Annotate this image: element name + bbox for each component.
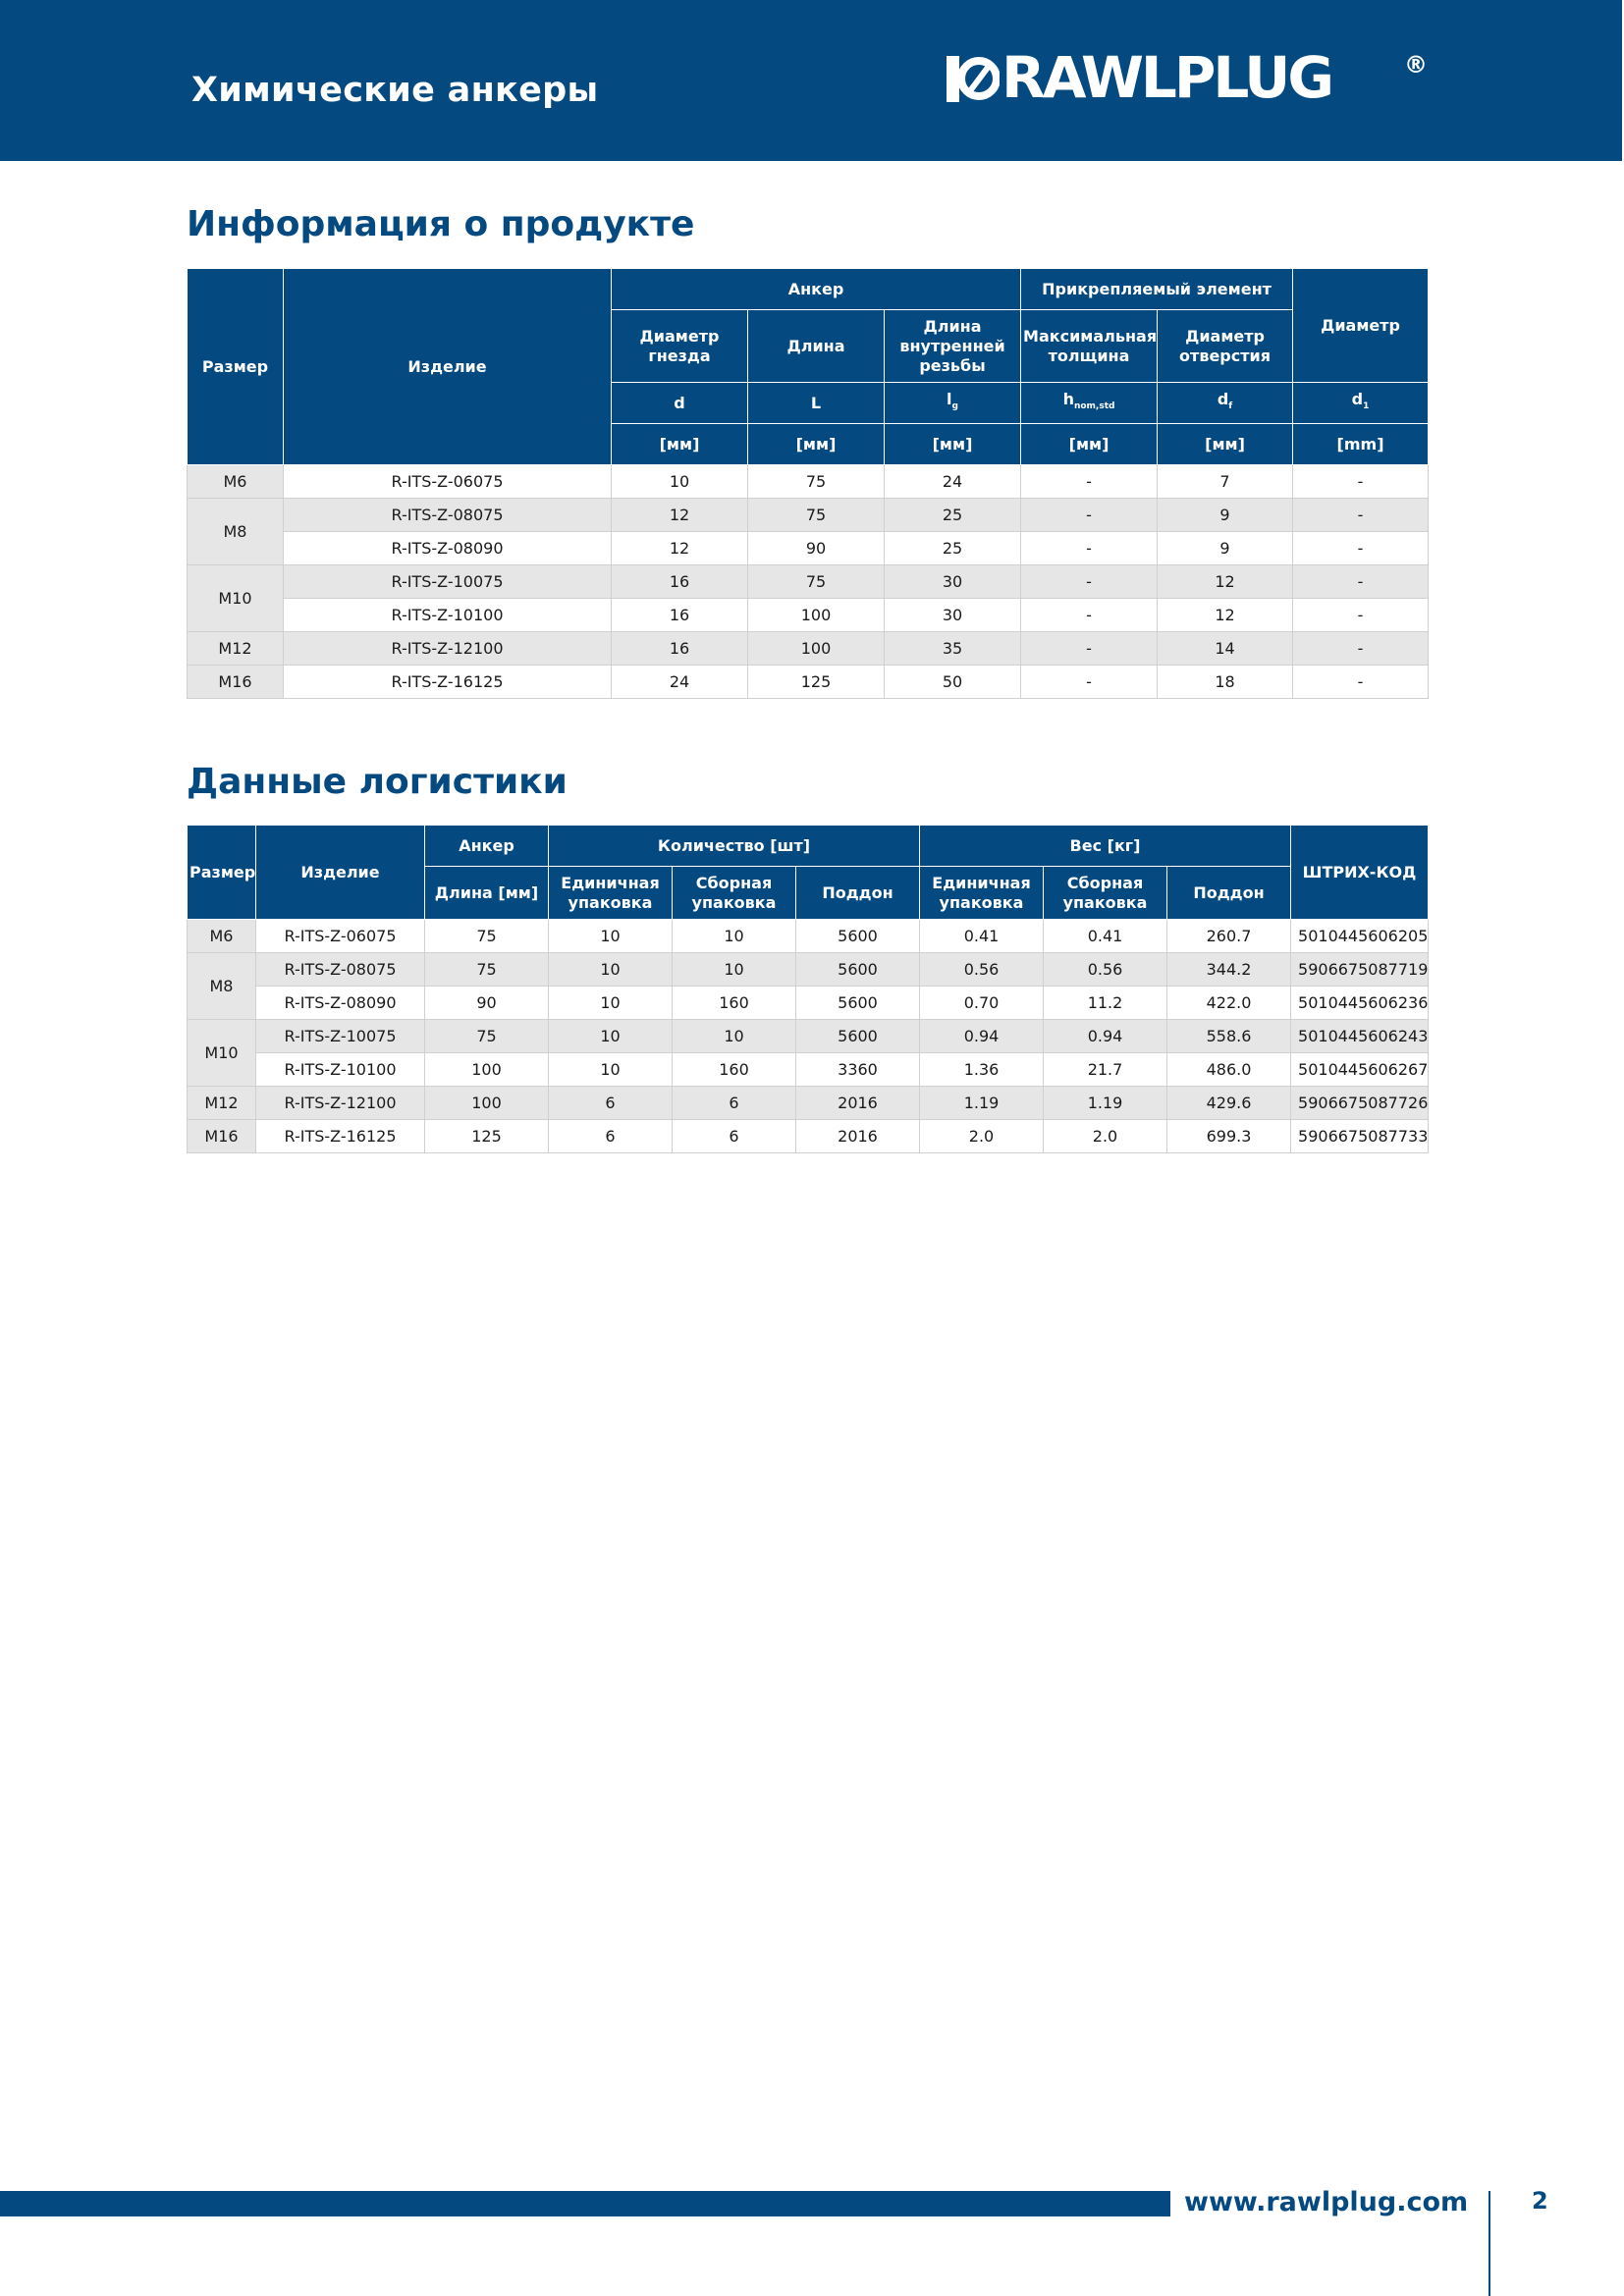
barcode-cell: 5906675087733	[1291, 1120, 1429, 1153]
cell: 10	[549, 953, 673, 987]
cell: 75	[425, 1020, 549, 1053]
cell: 5600	[796, 1020, 920, 1053]
group-quantity: Количество [шт]	[549, 826, 920, 867]
cell: -	[1293, 565, 1429, 599]
footer-url-link[interactable]: www.rawlplug.com	[1184, 2187, 1469, 2217]
table-row	[188, 1020, 1429, 1053]
table-row	[188, 920, 1429, 953]
product-cell: R-ITS-Z-10075	[284, 565, 612, 599]
cell: 5600	[796, 987, 920, 1020]
cell: 6	[549, 1120, 673, 1153]
cell: 100	[425, 1087, 549, 1120]
product-cell: R-ITS-Z-16125	[256, 1120, 425, 1153]
table-row	[188, 599, 1429, 632]
col-barcode: ШТРИХ-КОД	[1291, 826, 1429, 920]
product-cell: R-ITS-Z-06075	[284, 465, 612, 499]
unit-cell: [мм]	[885, 424, 1021, 465]
col-weight-unit-pack: Единичная упаковка	[920, 867, 1044, 920]
col-qty-unit-pack: Единичная упаковка	[549, 867, 673, 920]
barcode-cell: 5010445606205	[1291, 920, 1429, 953]
size-cell: M8	[188, 499, 284, 565]
cell: 75	[748, 465, 885, 499]
product-cell: R-ITS-Z-10100	[284, 599, 612, 632]
cell: -	[1021, 532, 1158, 565]
cell: 12	[612, 532, 748, 565]
product-cell: R-ITS-Z-10075	[256, 1020, 425, 1053]
col-product: Изделие	[284, 269, 612, 465]
group-fixture: Прикрепляемый элемент	[1021, 269, 1293, 310]
cell: 25	[885, 532, 1021, 565]
cell: -	[1293, 666, 1429, 699]
cell: -	[1293, 532, 1429, 565]
cell: 12	[1158, 599, 1293, 632]
cell: 699.3	[1167, 1120, 1291, 1153]
cell: 14	[1158, 632, 1293, 666]
col-hole-diameter: Диаметр гнезда	[612, 310, 748, 383]
header-title: Химические анкеры	[191, 71, 599, 110]
cell: 9	[1158, 532, 1293, 565]
size-cell: M10	[188, 565, 284, 632]
cell: -	[1293, 599, 1429, 632]
cell: 486.0	[1167, 1053, 1291, 1087]
size-cell: M6	[188, 465, 284, 499]
cell: -	[1293, 465, 1429, 499]
cell: 160	[673, 987, 796, 1020]
product-cell: R-ITS-Z-12100	[256, 1087, 425, 1120]
col-size: Размер	[188, 269, 284, 465]
group-anchor: Анкер	[425, 826, 549, 867]
cell: -	[1021, 632, 1158, 666]
cell: 5600	[796, 920, 920, 953]
size-cell: M12	[188, 1087, 256, 1120]
cell: 30	[885, 599, 1021, 632]
table-row	[188, 1120, 1429, 1153]
table-row	[188, 666, 1429, 699]
product-cell: R-ITS-Z-08090	[256, 987, 425, 1020]
cell: 125	[748, 666, 885, 699]
cell: 24	[612, 666, 748, 699]
cell: 12	[1158, 565, 1293, 599]
table-row	[188, 532, 1429, 565]
cell: 30	[885, 565, 1021, 599]
cell: 24	[885, 465, 1021, 499]
logo-mark-icon	[945, 53, 1000, 108]
cell: 0.56	[920, 953, 1044, 987]
cell: 16	[612, 632, 748, 666]
cell: 100	[748, 632, 885, 666]
logo-wordmark: RAWLPLUG	[1001, 44, 1331, 111]
cell: 6	[549, 1087, 673, 1120]
product-cell: R-ITS-Z-10100	[256, 1053, 425, 1087]
table-row	[188, 953, 1429, 987]
col-size: Размер	[188, 826, 256, 920]
cell: 344.2	[1167, 953, 1291, 987]
unit-cell: [mm]	[1293, 424, 1429, 465]
cell: 0.41	[920, 920, 1044, 953]
cell: 125	[425, 1120, 549, 1153]
cell: 0.70	[920, 987, 1044, 1020]
size-cell: M6	[188, 920, 256, 953]
cell: 1.19	[920, 1087, 1044, 1120]
col-max-thickness: Максимальная толщина	[1021, 310, 1158, 383]
page-number: 2	[1532, 2187, 1548, 2215]
product-cell: R-ITS-Z-08075	[256, 953, 425, 987]
symbol-lg: $l_g$	[885, 383, 1021, 424]
size-cell: M16	[188, 666, 284, 699]
group-weight: Вес [кг]	[920, 826, 1291, 867]
cell: 429.6	[1167, 1087, 1291, 1120]
col-diameter: Диаметр	[1293, 269, 1429, 383]
cell: 12	[612, 499, 748, 532]
cell: 0.56	[1044, 953, 1167, 987]
cell: 75	[748, 499, 885, 532]
cell: 100	[425, 1053, 549, 1087]
cell: 10	[673, 953, 796, 987]
size-cell: M8	[188, 953, 256, 1020]
cell: 16	[612, 599, 748, 632]
cell: 10	[612, 465, 748, 499]
cell: 16	[612, 565, 748, 599]
cell: 18	[1158, 666, 1293, 699]
col-product: Изделие	[256, 826, 425, 920]
cell: -	[1021, 666, 1158, 699]
cell: -	[1293, 632, 1429, 666]
group-anchor: Анкер	[612, 269, 1021, 310]
cell: 5600	[796, 953, 920, 987]
cell: 2016	[796, 1120, 920, 1153]
symbol-d1: $d_1$	[1293, 383, 1429, 424]
table-row	[188, 565, 1429, 599]
cell: 100	[748, 599, 885, 632]
rawlplug-logo	[945, 44, 1435, 111]
cell: 0.94	[1044, 1020, 1167, 1053]
col-length-mm: Длина [мм]	[425, 867, 549, 920]
col-length: Длина	[748, 310, 885, 383]
col-fixture-hole-diameter: Диаметр отверстия	[1158, 310, 1293, 383]
product-info-title: Информация о продукте	[187, 204, 695, 244]
cell: 10	[549, 1020, 673, 1053]
cell: 160	[673, 1053, 796, 1087]
table-row	[188, 465, 1429, 499]
logistics-title: Данные логистики	[187, 762, 568, 802]
cell: -	[1021, 465, 1158, 499]
col-weight-pallet: Поддон	[1167, 867, 1291, 920]
cell: 90	[748, 532, 885, 565]
cell: 2016	[796, 1087, 920, 1120]
product-cell: R-ITS-Z-08090	[284, 532, 612, 565]
cell: 0.94	[920, 1020, 1044, 1053]
symbol-df: $d_f$	[1158, 383, 1293, 424]
page-header	[0, 0, 1622, 161]
table-row	[188, 1087, 1429, 1120]
product-cell: R-ITS-Z-16125	[284, 666, 612, 699]
symbol-L: L	[748, 383, 885, 424]
unit-cell: [мм]	[612, 424, 748, 465]
barcode-cell: 5906675087726	[1291, 1087, 1429, 1120]
cell: 90	[425, 987, 549, 1020]
barcode-cell: 5010445606267	[1291, 1053, 1429, 1087]
barcode-cell: 5906675087719	[1291, 953, 1429, 987]
col-qty-pallet: Поддон	[796, 867, 920, 920]
registered-mark: ®	[1404, 51, 1428, 79]
barcode-cell: 5010445606243	[1291, 1020, 1429, 1053]
col-thread-length: Длина внутренней резьбы	[885, 310, 1021, 383]
cell: 260.7	[1167, 920, 1291, 953]
cell: 25	[885, 499, 1021, 532]
cell: 75	[425, 920, 549, 953]
product-cell: R-ITS-Z-06075	[256, 920, 425, 953]
symbol-d: d	[612, 383, 748, 424]
cell: 3360	[796, 1053, 920, 1087]
cell: 10	[549, 920, 673, 953]
cell: 21.7	[1044, 1053, 1167, 1087]
cell: 10	[673, 920, 796, 953]
table-row	[188, 987, 1429, 1020]
unit-cell: [мм]	[1021, 424, 1158, 465]
col-weight-bulk-pack: Сборная упаковка	[1044, 867, 1167, 920]
col-qty-bulk-pack: Сборная упаковка	[673, 867, 796, 920]
cell: 558.6	[1167, 1020, 1291, 1053]
cell: 10	[549, 1053, 673, 1087]
cell: 50	[885, 666, 1021, 699]
table-row	[188, 499, 1429, 532]
cell: 2.0	[1044, 1120, 1167, 1153]
product-info-table	[187, 268, 1429, 699]
cell: 1.36	[920, 1053, 1044, 1087]
table-row	[188, 632, 1429, 666]
product-cell: R-ITS-Z-08075	[284, 499, 612, 532]
cell: -	[1021, 565, 1158, 599]
footer-divider	[1489, 2191, 1490, 2296]
cell: 0.41	[1044, 920, 1167, 953]
cell: -	[1021, 599, 1158, 632]
cell: 10	[549, 987, 673, 1020]
cell: 6	[673, 1120, 796, 1153]
cell: 422.0	[1167, 987, 1291, 1020]
cell: 7	[1158, 465, 1293, 499]
cell: -	[1293, 499, 1429, 532]
size-cell: M16	[188, 1120, 256, 1153]
barcode-cell: 5010445606236	[1291, 987, 1429, 1020]
logistics-table	[187, 825, 1429, 1153]
cell: 35	[885, 632, 1021, 666]
unit-cell: [мм]	[748, 424, 885, 465]
cell: 10	[673, 1020, 796, 1053]
cell: 6	[673, 1087, 796, 1120]
cell: 9	[1158, 499, 1293, 532]
cell: 75	[748, 565, 885, 599]
footer-bar	[0, 2191, 1170, 2216]
cell: 1.19	[1044, 1087, 1167, 1120]
unit-cell: [мм]	[1158, 424, 1293, 465]
size-cell: M10	[188, 1020, 256, 1087]
cell: -	[1021, 499, 1158, 532]
size-cell: M12	[188, 632, 284, 666]
product-cell: R-ITS-Z-12100	[284, 632, 612, 666]
cell: 11.2	[1044, 987, 1167, 1020]
cell: 75	[425, 953, 549, 987]
table-row	[188, 1053, 1429, 1087]
symbol-h: $h_{nom,std}$	[1021, 383, 1158, 424]
cell: 2.0	[920, 1120, 1044, 1153]
